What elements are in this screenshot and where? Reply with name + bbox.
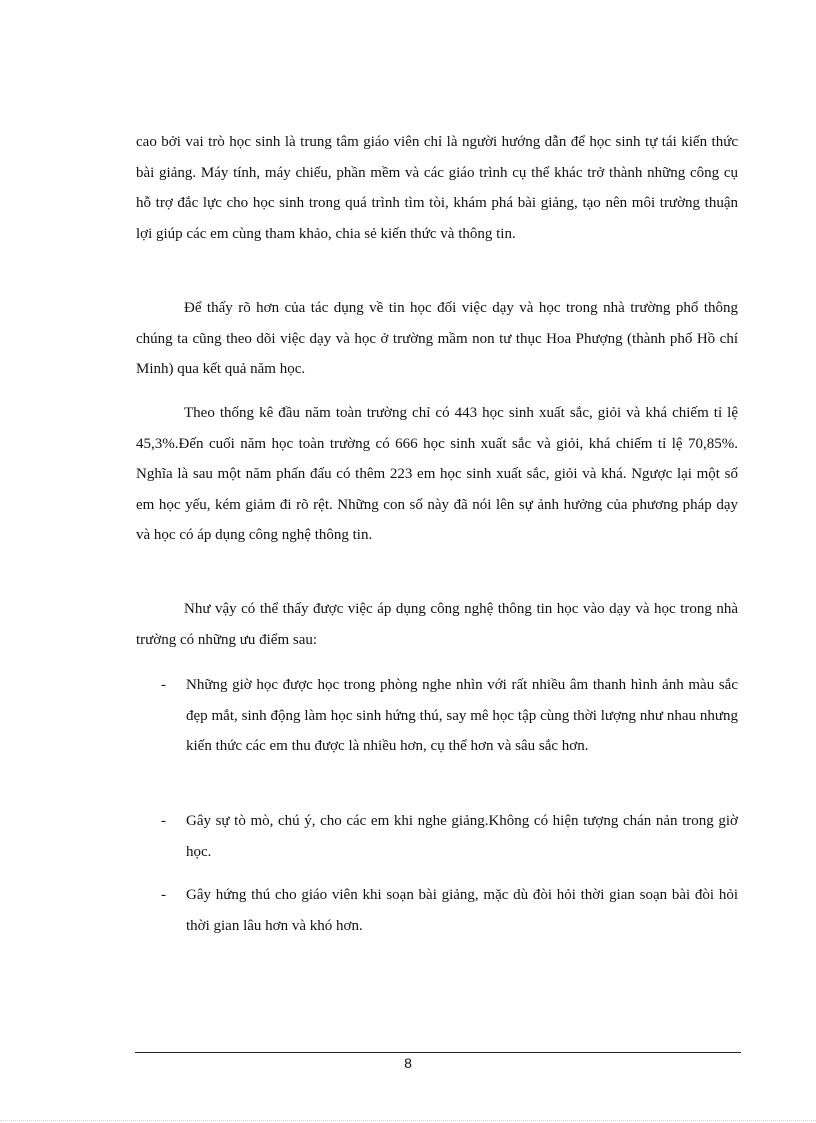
bullet-text: Những giờ học được học trong phòng nghe nhìn với rất nhiều âm thanh hình ảnh màu sắc đẹp mắt, sinh động làm học sinh hứng thú, say mê học tập cùng thời lượng như nhau nhưng kiến thức các em thu được là nhiều hơn, cụ thể hơn và sâu sắc hơn.: [186, 677, 738, 754]
bullet-text: Gây hứng thú cho giáo viên khi soạn bài giảng, mặc dù đòi hỏi thời gian soạn bài đòi hỏi thời gian lâu hơn và khó hơn.: [186, 887, 738, 934]
paragraph-statistics: Theo thống kê đầu năm toàn trường chỉ có 443 học sinh xuất sắc, giỏi và khá chiếm tỉ lệ 45,3%.Đến cuối năm học toàn trường có 666 học sinh xuất sắc và giỏi, khá chiếm tỉ lệ 70,85%. Nghĩa là sau một năm phấn đấu có thêm 223 em học sinh xuất sắc, giỏi và khá. Ngược lại một số em học yếu, kém giảm đi rõ rệt. Những con số này đã nói lên sự ảnh hưởng của phương pháp dạy và học có áp dụng công nghệ thông tin.: [136, 405, 738, 543]
paragraph-hoa-phuong-example: Để thấy rõ hơn của tác dụng về tin học đối việc dạy và học trong nhà trường phổ thông chúng ta cũng theo dõi việc dạy và học ở trường mầm non tư thục Hoa Phượng (thành phố Hồ chí Minh) qua kết quả năm học.: [136, 300, 738, 377]
page-number: 8: [404, 1055, 412, 1071]
paragraph-continuation: cao bởi vai trò học sinh là trung tâm giáo viên chỉ là người hướng dẫn để học sinh tự tái kiến thức bài giảng. Máy tính, máy chiếu, phần mềm và các giáo trình cụ thể khác trở thành những công cụ hỗ trợ đắc lực cho học sinh trong quá trình tìm tòi, khám phá bài giảng, tạo nên môi trường thuận lợi giúp các em cùng tham khảo, chia sẻ kiến thức và thông tin.: [136, 134, 738, 242]
bullet-text: Gây sự tò mò, chú ý, cho các em khi nghe giảng.Không có hiện tượng chán nản trong giờ học.: [186, 813, 738, 860]
paragraph-advantages-intro: Như vậy có thể thấy được việc áp dụng công nghệ thông tin học vào dạy và học trong nhà trường có những ưu điểm sau:: [136, 601, 738, 648]
bullet-item: [136, 880, 738, 941]
bullet-marker: -: [161, 677, 166, 693]
page-bottom-edge: [0, 1120, 816, 1121]
bullet-marker: -: [161, 887, 166, 903]
bullet-item: [136, 670, 738, 762]
bullet-item: [136, 806, 738, 867]
bullet-marker: -: [161, 813, 166, 829]
